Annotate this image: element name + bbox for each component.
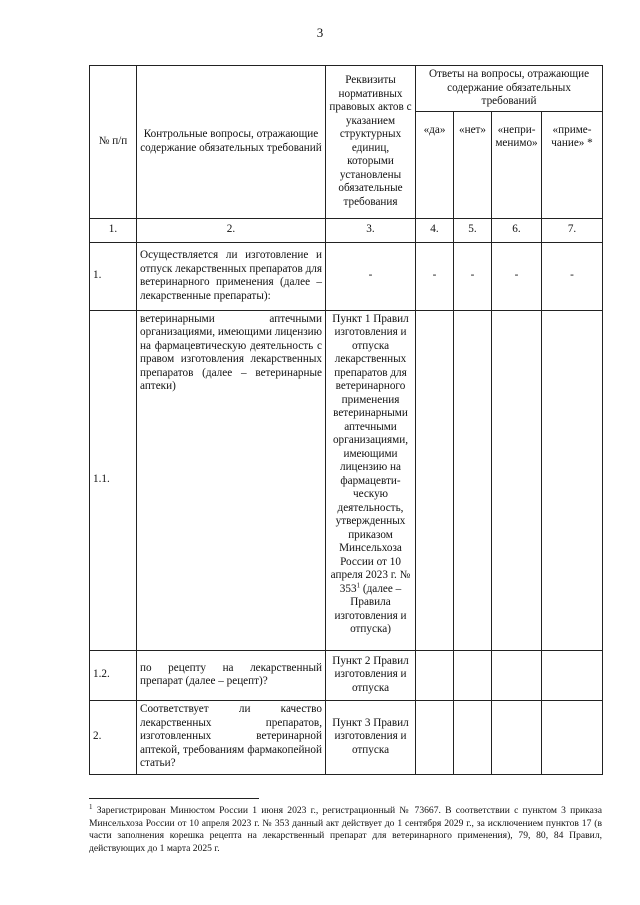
col-number: 1. xyxy=(90,218,137,242)
row-requisite: - xyxy=(326,242,416,310)
row-answer-yes: - xyxy=(416,242,454,310)
requisite-text: Пункт 1 Правил изготовления и отпуска лекарственных препаратов для ветеринарного применения ветеринарными аптечными организациями, имеющими лицензию на фармацевти-ческую деятельность, утвержденных приказом Минсельхоза России от 10 апреля 2023 г. № 353 xyxy=(330,312,411,595)
row-answer-no: - xyxy=(454,242,492,310)
footnote-marker: 1 xyxy=(89,802,93,811)
column-number-row xyxy=(90,218,603,242)
row-question: Соответствует ли качество лекарственных препаратов, изготовленных ветеринарной аптекой, требованиям фармакопейной статьи? xyxy=(137,700,326,774)
row-answer-yes xyxy=(416,650,454,700)
row-question: по рецепту на лекарственный препарат (далее – рецепт)? xyxy=(137,650,326,700)
table-row xyxy=(90,700,603,774)
footnote xyxy=(89,802,602,855)
col-number: 7. xyxy=(542,218,603,242)
row-answer-na xyxy=(492,650,542,700)
header-num: № п/п xyxy=(90,66,137,219)
row-requisite: Пункт 2 Правил изготовления и отпуска xyxy=(326,650,416,700)
row-answer-no xyxy=(454,310,492,650)
header-questions: Контрольные вопросы, отражающие содержание обязательных требований xyxy=(137,66,326,219)
row-num: 1.2. xyxy=(90,650,137,700)
table-row xyxy=(90,650,603,700)
header-note: «приме-чание» * xyxy=(542,111,603,218)
row-requisite: Пункт 3 Правил изготовления и отпуска xyxy=(326,700,416,774)
header-answers: Ответы на вопросы, отражающие содержание обязательных требований xyxy=(416,66,603,112)
row-answer-yes xyxy=(416,310,454,650)
row-num: 2. xyxy=(90,700,137,774)
table-row xyxy=(90,310,603,650)
requisite-tail: (далее – Правила изготовления и отпуска) xyxy=(334,582,407,635)
row-answer-note xyxy=(542,650,603,700)
row-question: ветеринарными аптечными организациями, имеющими лицензию на фармацевтическую деятельность с правом изготовления лекарственных препаратов (далее – ветеринарные аптеки) xyxy=(137,310,326,650)
row-answer-na: - xyxy=(492,242,542,310)
row-question: Осуществляется ли изготовление и отпуск лекарственных препаратов для ветеринарного применения (далее – лекарственные препараты): xyxy=(137,242,326,310)
col-number: 2. xyxy=(137,218,326,242)
footnote-ref: 1 xyxy=(356,580,361,589)
row-num: 1.1. xyxy=(90,310,137,650)
col-number: 5. xyxy=(454,218,492,242)
row-requisite xyxy=(326,310,416,650)
row-answer-note xyxy=(542,700,603,774)
header-requisites: Реквизиты нормативных правовых актов с указанием структурных единиц, которыми установлены обязательные требования xyxy=(326,66,416,219)
row-answer-na xyxy=(492,700,542,774)
header-not-applicable: «непри-менимо» xyxy=(492,111,542,218)
col-number: 4. xyxy=(416,218,454,242)
header-yes: «да» xyxy=(416,111,454,218)
col-number: 6. xyxy=(492,218,542,242)
row-answer-no xyxy=(454,650,492,700)
footnote-separator xyxy=(89,798,259,799)
row-answer-note: - xyxy=(542,242,603,310)
row-answer-note xyxy=(542,310,603,650)
row-answer-no xyxy=(454,700,492,774)
footnote-text: Зарегистрирован Минюстом России 1 июня 2023 г., регистрационный № 73667. В соответствии с пунктом 3 приказа Минсельхоза России от 10 апреля 2023 г. № 353 данный акт действует до 1 сентября 2029 г., за исключением пунктов 17 (в части заполнения корешка рецепта на лекарственный препарат для ветеринарного применения), 79, 80, 84 Правил, действующих до 1 марта 2025 г. xyxy=(89,805,602,854)
requirements-checklist-table xyxy=(89,65,603,775)
table-row xyxy=(90,242,603,310)
page-number: 3 xyxy=(316,25,324,40)
col-number: 3. xyxy=(326,218,416,242)
header-no: «нет» xyxy=(454,111,492,218)
row-answer-na xyxy=(492,310,542,650)
row-num: 1. xyxy=(90,242,137,310)
table-header-row xyxy=(90,66,603,112)
row-answer-yes xyxy=(416,700,454,774)
